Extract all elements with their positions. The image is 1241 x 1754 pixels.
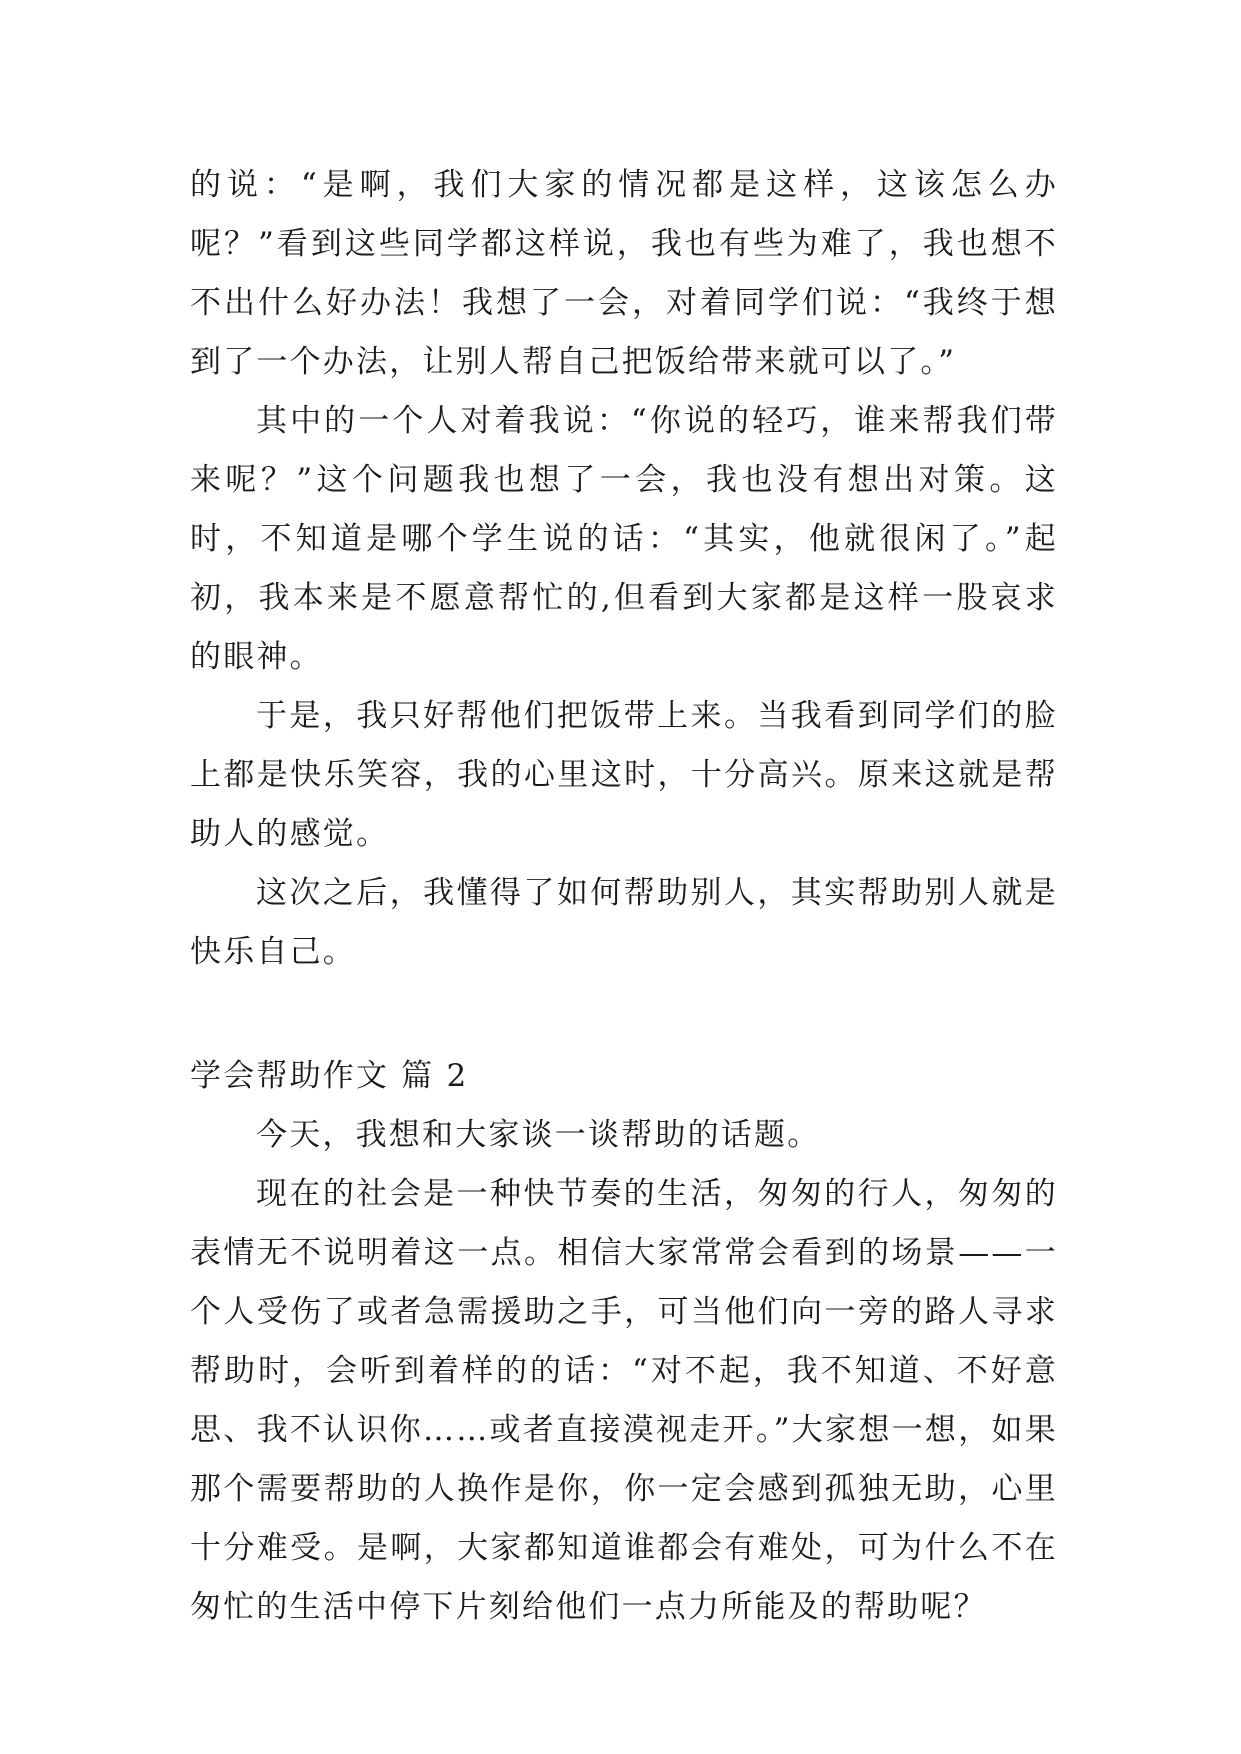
paragraph-5: 今天，我想和大家谈一谈帮助的话题。 [256, 1117, 821, 1153]
paragraph-2: 其中的一个人对着我说：“你说的轻巧，谁来帮我们带来呢？”这个问题我也想了一会，我也没有想出对策。这时，不知道是哪个学生说的话：“其实，他就很闲了。”起初，我本来是不愿意帮忙的,但看到大家都是这样一股哀求的眼神。 [190, 403, 1058, 675]
section-title: 学会帮助作文 篇 2 [190, 1058, 469, 1094]
paragraph-6: 现在的社会是一种快节奏的生活，匆匆的行人，匆匆的表情无不说明着这一点。相信大家常常会看到的场景——一个人受伤了或者急需援助之手，可当他们向一旁的路人寻求帮助时，会听到着样的的话：“对不起，我不知道、不好意思、我不认识你……或者直接漠视走开。”大家想一想，如果那个需要帮助的人换作是你，你一定会感到孤独无助，心里十分难受。是啊，大家都知道谁都会有难处，可为什么不在匆忙的生活中停下片刻给他们一点力所能及的帮助呢？ [190, 1176, 1058, 1625]
paragraph-1: 的说：“是啊，我们大家的情况都是这样，这该怎么办呢？”看到这些同学都这样说，我也有些为难了，我也想不不出什么好办法！我想了一会，对着同学们说：“我终于想到了一个办法，让别人帮自己把饭给带来就可以了。” [190, 167, 1058, 380]
document-body [190, 156, 1058, 1637]
paragraph-3: 于是，我只好帮他们把饭带上来。当我看到同学们的脸上都是快乐笑容，我的心里这时，十分高兴。原来这就是帮助人的感觉。 [190, 698, 1058, 852]
paragraph-4: 这次之后，我懂得了如何帮助别人，其实帮助别人就是快乐自己。 [190, 875, 1058, 970]
